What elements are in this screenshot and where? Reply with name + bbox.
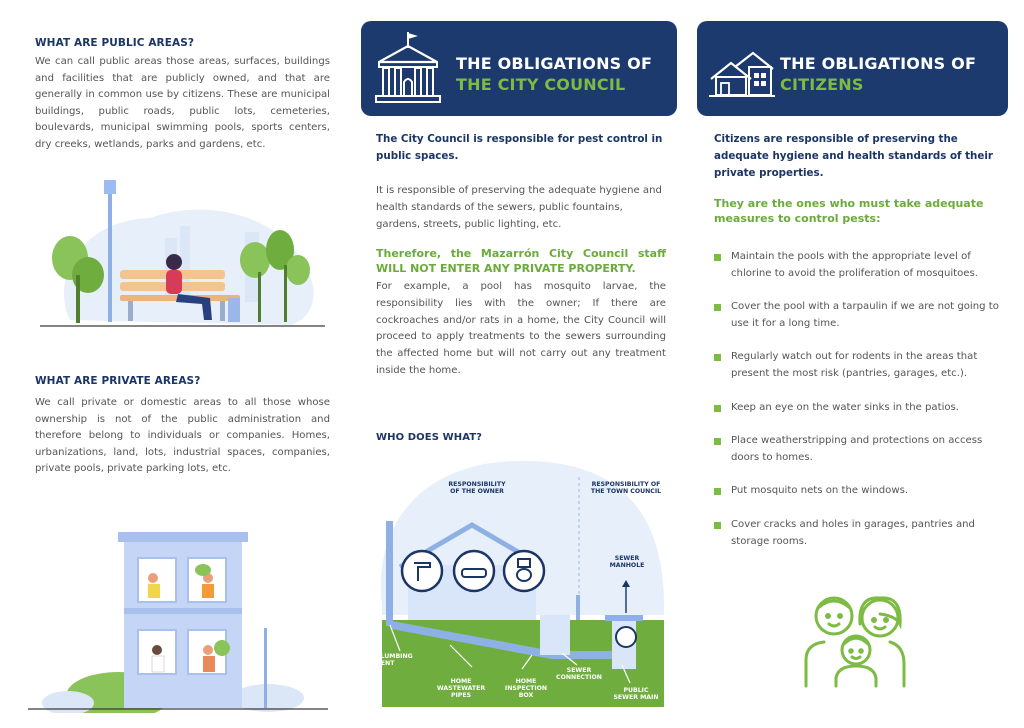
bullet-marker (714, 522, 721, 529)
wastewater-pipes-label: HOME WASTEWATER PIPES (436, 678, 486, 699)
town-hall-icon (373, 30, 443, 108)
council-responsibility-label: RESPONSIBILITY OF THE TOWN COUNCIL (590, 481, 662, 495)
bullet-marker (714, 438, 721, 445)
building-illustration (28, 528, 328, 713)
list-item: Cover the pool with a tarpaulin if we are not going to use it for a long time. (714, 299, 1010, 332)
bullet-marker (714, 405, 721, 412)
citizens-header-line2: CITIZENS (780, 75, 864, 94)
bullet-marker (714, 488, 721, 495)
list-item: Keep an eye on the water sinks in the patios. (714, 400, 1010, 417)
city-council-header-line2: THE CITY COUNCIL (456, 75, 626, 94)
citizens-intro: Citizens are responsible of preserving the adequate hygiene and health standards of their private properties. (714, 133, 993, 179)
citizens-header (697, 21, 1008, 116)
citizens-header-line1: THE OBLIGATIONS OF (780, 54, 977, 73)
city-council-header-line1: THE OBLIGATIONS OF (456, 54, 653, 73)
public-sewer-main-label: PUBLIC SEWER MAIN (613, 687, 659, 701)
houses-icon (709, 49, 775, 99)
list-item: Put mosquito nets on the windows. (714, 483, 1010, 500)
bullet-marker (714, 354, 721, 361)
public-areas-text: We can call public areas those areas, surfaces, buildings and facilities that are publicly owned, and that are generally in common use by citizens. These are municipal buildings, public roads, public lots, cemeteries, boulevards, municipal swimming pools, sports centers, dry creeks, wetlands, parks and gardens, etc. (35, 56, 330, 150)
park-illustration (40, 180, 325, 332)
sewer-connection-label: SEWER CONNECTION (556, 667, 602, 681)
council-green-statement: Therefore, the Mazarrón City Council staff WILL NOT ENTER ANY PRIVATE PROPERTY. (376, 247, 666, 275)
list-item: Place weatherstripping and protections on access doors to homes. (714, 433, 1010, 466)
inspection-box-label: HOME INSPECTION BOX (504, 678, 548, 699)
owner-responsibility-label: RESPONSIBILITY OF THE OWNER (448, 481, 506, 495)
plumbing-vent-label: PLUMBING VENT (376, 653, 413, 667)
city-council-header (361, 21, 677, 116)
public-areas-heading: WHAT ARE PUBLIC AREAS? (35, 37, 195, 49)
list-item: Cover cracks and holes in garages, pantries and storage rooms. (714, 517, 1010, 550)
family-icon (800, 586, 912, 690)
sewer-manhole-label: SEWER MANHOLE (609, 555, 645, 569)
bullet-marker (714, 304, 721, 311)
private-areas-text: We call private or domestic areas to all those whose ownership is not of the public administration and therefore belong to individuals or companies. Homes, urbanizations, land, lots, industrial spaces, companies, private pools, private parking lots, etc. (35, 397, 330, 475)
list-item: Regularly watch out for rodents in the areas that present the most risk (pantries, garages, etc.). (714, 349, 1010, 382)
citizens-green-statement: They are the ones who must take adequate measures to control pests: (714, 197, 984, 225)
council-para2: For example, a pool has mosquito larvae, the responsibility lies with the owner; If there are cockroaches and/or rats in a home, the City Council will proceed to apply treatments to the sewers surrounding the affected home but will not carry out any treatment inside the home. (376, 281, 666, 376)
council-para1: It is responsible of preserving the adequate hygiene and health standards of the sewers, public fountains, gardens, streets, public lighting, etc. (376, 185, 662, 230)
bullet-marker (714, 254, 721, 261)
citizens-measures-list (714, 249, 1010, 550)
list-item: Maintain the pools with the appropriate level of chlorine to avoid the proliferation of mosquitoes. (714, 249, 1010, 282)
who-does-what-heading: WHO DOES WHAT? (376, 432, 483, 443)
council-intro: The City Council is responsible for pest control in public spaces. (376, 133, 663, 162)
responsibility-diagram (372, 455, 672, 710)
private-areas-heading: WHAT ARE PRIVATE AREAS? (35, 375, 201, 387)
